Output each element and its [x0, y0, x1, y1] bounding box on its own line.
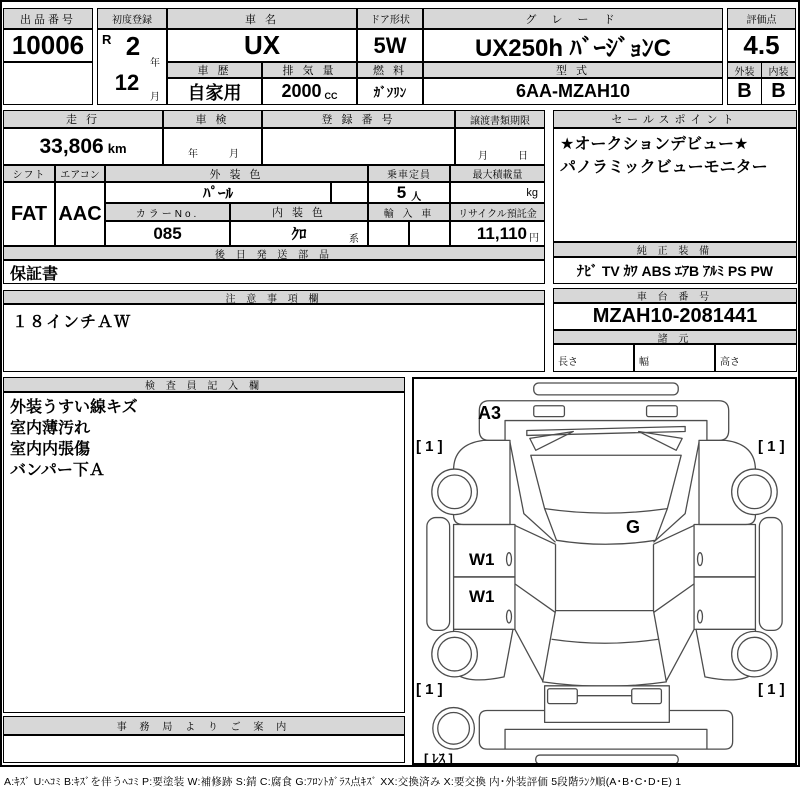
first-reg-year: 2 [125, 31, 141, 61]
sales-point-content [553, 128, 797, 242]
side-sill-left [427, 518, 450, 631]
rear-door-right [694, 577, 755, 629]
fuel-value: ｶﾞｿﾘﾝ [357, 78, 423, 105]
windshield [531, 455, 681, 513]
door-handle-front-left [507, 553, 512, 566]
history-value: 自家用 [167, 78, 262, 105]
sales-point-line-1: ★オークションデビュー★ [560, 136, 749, 153]
later-parts-value: 保証書 [3, 260, 545, 284]
color-no-value: 085 [105, 221, 230, 246]
tail-light-right [632, 689, 662, 704]
grade-header: グ レ ー ド [423, 8, 723, 29]
int-color-value: ｸﾛ 系 [230, 221, 368, 246]
damage-mark-hood: A3 [478, 403, 502, 423]
score-header: 評価点 [727, 8, 796, 29]
front-bumper-strip [534, 383, 678, 395]
roof-sides [556, 544, 654, 610]
max-load-value: kg [450, 182, 545, 203]
c-pillar-folds [515, 629, 694, 680]
wheel-rear-right-inner [738, 637, 772, 671]
wheel-mark-rear-right: [ 1 ] [758, 681, 785, 698]
transfer-deadline-value: 月 日 [455, 128, 545, 165]
aircon-value: AAC [55, 182, 105, 246]
auction-no-empty-box [3, 62, 93, 105]
shift-value: FAT [3, 182, 55, 246]
caution-content [3, 304, 545, 372]
spec-width-cell: 幅 [634, 344, 715, 372]
aircon-header: エアコン [55, 165, 105, 182]
rear-lower-strip [536, 755, 679, 763]
caution-text: １８インチＡＷ [12, 314, 132, 331]
caution-header: 注 意 事 項 欄 [3, 290, 545, 304]
shaken-value: 年 月 [163, 128, 262, 165]
damage-mark-rear-door: W1 [469, 587, 495, 606]
wheel-mark-front-right: [ 1 ] [758, 438, 785, 455]
admin-notice-content [3, 735, 405, 763]
exterior-grade-header: 外装 [727, 62, 762, 78]
history-header: 車 歴 [167, 62, 262, 78]
first-reg-month: 12 [114, 70, 140, 95]
first-reg-year-unit: 年 [150, 58, 160, 69]
displacement-header: 排 気 量 [262, 62, 357, 78]
wiper-left [530, 431, 574, 450]
inspector-note-3: 室内内張傷 [10, 441, 91, 458]
tail-light-left [548, 689, 578, 704]
admin-notice-header: 事 務 局 よ り ご 案 内 [3, 716, 405, 735]
mileage-value: 33,806 km [3, 128, 163, 165]
reg-no-value [262, 128, 455, 165]
int-color-suffix: 系 [349, 234, 359, 245]
door-shape-value: 5W [357, 29, 423, 62]
inspector-note-1: 外装うすい線キズ [10, 399, 138, 416]
hood-vent-right [647, 406, 678, 417]
wheel-mark-front-left: [ 1 ] [416, 438, 443, 455]
hood-outline [479, 401, 728, 441]
car-name-value: UX [167, 29, 357, 62]
rear-bumper-inner [505, 729, 707, 749]
shift-header: シフト [3, 165, 55, 182]
chassis-no-value: MZAH10-2081441 [553, 303, 797, 330]
transfer-deadline-header: 譲渡書類期限 [455, 110, 545, 128]
rear-window [543, 611, 667, 687]
sales-point-header: セールスポイント [553, 110, 797, 128]
damage-mark-glass: G [626, 517, 641, 537]
first-reg-era: R [102, 32, 112, 47]
wiper-right [639, 431, 683, 450]
shaken-header: 車 検 [163, 110, 262, 128]
model-code-value: 6AA-MZAH10 [423, 78, 723, 105]
specs-header: 諸 元 [553, 330, 797, 344]
score-value: 4.5 [727, 29, 796, 62]
inspector-note-4: バンパー下Ａ [10, 462, 105, 479]
displacement-value: 2000 CC [262, 78, 357, 105]
wheel-front-left-inner [438, 475, 472, 509]
door-handle-rear-left [507, 610, 512, 623]
first-reg-box [97, 29, 167, 105]
genuine-equipment-value: ﾅﾋﾞ TV ｶﾜ ABS ｴｱB ｱﾙﾐ PS PW [553, 257, 797, 284]
mileage-header: 走 行 [3, 110, 163, 128]
int-color-header: 内 装 色 [230, 203, 368, 221]
auction-no-header: 出品番号 [3, 8, 93, 29]
ext-color-header: 外 装 色 [105, 165, 368, 182]
color-no-header: カラーNo. [105, 203, 230, 221]
car-damage-diagram [412, 377, 797, 765]
door-shape-header: ドア形状 [357, 8, 423, 29]
a-pillar-fold-left [510, 442, 556, 542]
cowl-strip [527, 427, 685, 436]
spec-length-cell: 長さ [553, 344, 634, 372]
import-car-header: 輸 入 車 [368, 203, 450, 221]
car-name-header: 車 名 [167, 8, 357, 29]
grade-value: UX250h ﾊﾞｰｼﾞｮﾝC [423, 29, 723, 62]
spare-tire-mark: [ ﾚｽ ] [424, 751, 453, 766]
wheel-rear-left-inner [438, 637, 472, 671]
auction-no-value: 10006 [3, 29, 93, 62]
spare-tire-inner [438, 713, 470, 745]
ext-color-extra-cell [331, 182, 368, 203]
import-car-cell-1 [368, 221, 409, 246]
import-car-cell-2 [409, 221, 450, 246]
max-load-header: 最大積載量 [450, 165, 545, 182]
inspector-notes-content [3, 392, 405, 713]
ext-color-value: ﾊﾟｰﾙ [105, 182, 331, 203]
hood-vent-left [534, 406, 565, 417]
recycle-unit: 円 [529, 233, 539, 244]
capacity-header: 乗車定員 [368, 165, 450, 182]
interior-grade-value: B [761, 78, 796, 105]
model-code-header: 型 式 [423, 62, 723, 78]
front-roof-edge [545, 509, 668, 545]
interior-grade-header: 内装 [761, 62, 796, 78]
roof-fold-rear [515, 584, 694, 613]
fuel-header: 燃 料 [357, 62, 423, 78]
door-handle-front-right [698, 553, 703, 566]
sales-point-line-2: パノラミックビューモニター [560, 159, 768, 176]
capacity-value: 5 人 [368, 182, 450, 203]
mileage-unit: km [107, 141, 127, 156]
front-door-right [694, 524, 755, 576]
capacity-unit: 人 [411, 191, 422, 203]
inspector-notes-header: 検 査 員 記 入 欄 [3, 377, 405, 392]
door-handle-rear-right [698, 610, 703, 623]
rear-window-curve [552, 639, 659, 643]
first-reg-header: 初度登録 [97, 8, 167, 29]
wheel-front-right-inner [738, 475, 772, 509]
first-reg-month-unit: 月 [150, 92, 160, 103]
recycle-deposit-value: 11,110 円 [450, 221, 545, 246]
roof-fold-front [515, 525, 694, 544]
later-parts-header: 後 日 発 送 部 品 [3, 246, 545, 260]
spec-height-cell: 高さ [715, 344, 797, 372]
damage-code-legend: A:ｷｽﾞ U:ﾍｺﾐ B:ｷｽﾞを伴うﾍｺﾐ P:要塗装 W:補修跡 S:錆 C:腐食 G:ﾌﾛﾝﾄｶﾞﾗｽ点ｷｽﾞ XX:交換済み X:要交換 内･外装評価 5段階ﾗﾝｸ順(A･B･C･D･E) 1 [4, 776, 682, 788]
chassis-no-header: 車 台 番 号 [553, 288, 797, 303]
displacement-unit: CC [324, 90, 338, 101]
wheel-mark-rear-left: [ 1 ] [416, 681, 443, 698]
car-diagram-svg [414, 379, 795, 763]
genuine-equipment-header: 純 正 装 備 [553, 242, 797, 257]
reg-no-header: 登 録 番 号 [262, 110, 455, 128]
side-sill-right [759, 518, 782, 631]
recycle-deposit-header: リサイクル預託金 [450, 203, 545, 221]
damage-mark-front-door: W1 [469, 550, 495, 569]
inspector-note-2: 室内薄汚れ [10, 420, 91, 437]
exterior-grade-value: B [727, 78, 762, 105]
